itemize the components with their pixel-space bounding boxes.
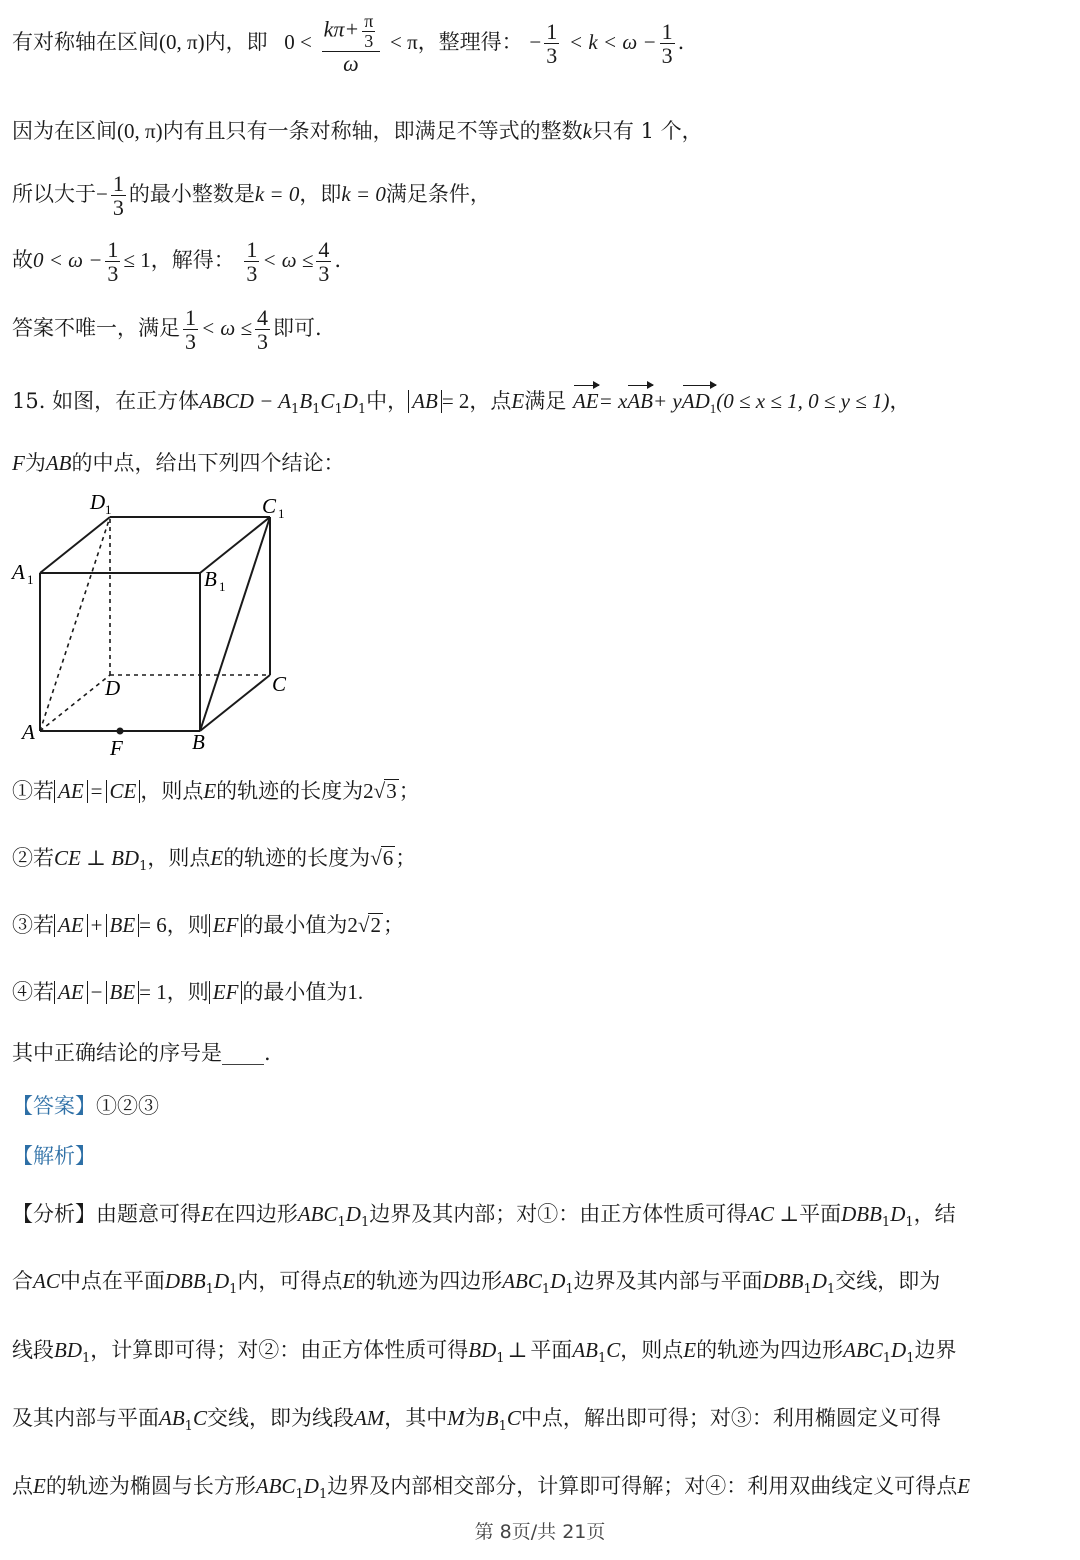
numerator: kπ+ [323,16,360,42]
math: 1. [347,980,364,1004]
text: 边界及内部相交部分，计算即可得解；对④：利用双曲线定义可得点 [327,1474,958,1498]
subscript: 1 [905,1215,914,1230]
math: AC [33,1269,60,1293]
numerator: π [364,11,374,31]
math: k [582,119,592,143]
math: E [683,1338,697,1362]
text: 合 [12,1269,33,1293]
subscript: 1 [139,859,148,874]
label-c1-sub: 1 [278,506,285,521]
interval: (0, π) [117,119,163,143]
text: ，整理得： [417,29,523,54]
fraction [255,306,270,353]
math: − [96,182,108,207]
label-c1: C [262,494,277,518]
math: D [811,1269,827,1293]
text: 中， [366,389,409,413]
abs-ae: AE [54,914,88,937]
math: E [201,1202,214,1226]
text: 平面 [799,1202,842,1226]
math: B [299,389,313,413]
fraction [322,12,381,75]
page-footer: 第 8页/共 21页 [474,1521,606,1543]
label-a1: A [12,560,25,584]
math: = 6 [139,913,167,937]
math: D [550,1269,566,1293]
interval: (0, π) [159,29,205,54]
segment-bc1 [200,517,270,731]
sqrt-value: 6 [382,846,394,870]
math: AB [159,1406,185,1430]
abs-ce: CE [106,780,141,803]
text: 边界 [914,1338,957,1362]
math: = x [598,389,628,413]
text: 因为在区间 [12,119,117,143]
subscript: 1 [541,1282,551,1297]
numerator: 1 [112,171,124,196]
text: 及其内部与平面 [12,1406,159,1430]
math: E [511,389,525,413]
subscript: 1 [312,402,321,417]
sqrt-value: 3 [386,779,397,803]
conclusion-4 [12,979,363,1005]
text: ，计算即可得；对②：由正方体性质可得 [90,1338,469,1362]
text: 中点在平面 [59,1269,165,1293]
solution-line-1 [12,12,684,75]
analysis-tag-line [12,1143,96,1169]
sqrt-sign: √ [373,779,386,803]
analysis-tag: 【解析】 [12,1144,96,1168]
sqrt-value: 2 [370,913,381,937]
text: 内，即 [204,29,268,54]
math: ABC [843,1338,883,1362]
text: 为 [464,1406,486,1430]
solution-line-3 [12,172,491,219]
question-blank [12,1040,271,1066]
text: 其中正确结论的序号是____. [12,1041,271,1065]
subscript: 1 [597,1351,607,1366]
answer-value: ①②③ [96,1094,159,1118]
text: 满足条件， [385,182,491,207]
fraction [183,306,198,353]
subscript: 1 [337,1215,346,1230]
subscript: 1 [881,1215,891,1230]
subscript: 1 [826,1282,836,1297]
math: (0 ≤ x ≤ 1, 0 ≤ y ≤ 1) [716,389,890,413]
text: ，则点 [620,1338,684,1362]
subscript: 1 [360,1215,370,1230]
text: ； [398,779,420,803]
subscript: 1 [906,1351,915,1366]
abs-be: BE [106,914,140,937]
math: D [891,1338,907,1362]
solution-line-5 [12,306,322,353]
math: ≤ 1 [123,248,151,273]
fraction [105,238,120,285]
math: F [12,451,25,475]
math: E [33,1474,46,1498]
abs-ef: EF [209,981,243,1004]
text: . [334,248,342,273]
analysis-line-5 [12,1473,970,1503]
text: 点 [12,1474,33,1498]
math: − [529,29,542,54]
solution-line-2 [12,118,703,144]
text: ，则点 [140,779,204,803]
cube-figure [0,485,320,765]
text: ①若 [12,779,54,803]
edge-b1c1 [200,517,270,573]
subscript: 1 [882,1351,892,1366]
fraction [111,172,126,219]
label-d1: D [90,490,106,514]
denominator: 3 [246,261,258,287]
math: < ω ≤ [201,316,253,341]
math: ABC [502,1269,542,1293]
math: + y [653,389,682,413]
vector-text: AD [681,389,710,413]
math: D [890,1202,906,1226]
text: 满足 [524,389,567,413]
numerator: 4 [257,305,269,330]
math: 2 [363,779,374,803]
abs-ae: AE [54,780,88,803]
math: ABCD − A [199,389,292,413]
math: ABC [255,1474,296,1498]
math: ⊥ [507,1338,528,1362]
abs-be: BE [106,981,140,1004]
answer-tag: 【答案】 [12,1094,96,1118]
vector-ad1 [682,388,717,417]
label-b1: B [204,567,217,591]
text: 中点，解出即可得；对③：利用椭圆定义可得 [520,1406,941,1430]
denominator: 3 [185,329,196,355]
math: M [447,1406,465,1430]
edge-a1d1 [40,517,110,573]
denominator: 3 [318,261,330,287]
label-d: D [105,676,121,700]
text: 线段 [12,1338,54,1362]
text: 的最小值为 [242,980,348,1004]
text: 边界及其内部；对①：由正方体性质可得 [369,1202,748,1226]
vector-ae: AE [572,389,599,413]
subscript: 1 [291,402,300,417]
fraction [244,238,259,285]
text: ； [382,913,404,937]
text: . [677,29,685,54]
label-b: B [192,730,205,754]
label-c: C [272,672,287,696]
text: 内，可得点 [237,1269,343,1293]
math: C [506,1406,521,1430]
math: E [210,846,224,870]
math: + [90,913,103,937]
fraction [362,12,375,51]
text: ，则点 [147,846,211,870]
numerator: 1 [107,237,119,262]
math: = 2 [441,389,470,413]
math: = [90,779,103,803]
text: 即可. [273,316,322,341]
math: D [303,1474,319,1498]
text: 有对称轴在区间 [12,29,159,54]
subscript: 1 [334,402,343,417]
label-a: A [22,720,35,744]
denominator: ω [343,50,359,76]
math: AB [45,451,72,475]
fraction [316,238,331,285]
edge-bc [200,675,270,731]
text: 的轨迹为四边形 [355,1269,503,1293]
subscript: 1 [357,402,367,417]
math: AM [353,1406,385,1430]
text: 为 [24,451,46,475]
denominator: 3 [546,42,558,68]
label-b1-sub: 1 [219,579,226,594]
conclusion-2 [12,845,416,875]
solution-line-4 [12,238,341,285]
abs-ab: AB [408,390,442,413]
text: ④若 [12,980,54,1004]
denominator: 3 [112,195,124,221]
text: 的最小整数是 [128,182,255,207]
math: < π [389,29,418,54]
math: 2 [347,913,358,937]
text: ②若 [12,846,54,870]
subscript: 1 [229,1282,238,1297]
text: 的轨迹为四边形 [696,1338,844,1362]
analysis-line-3 [12,1337,957,1367]
subscript: 1 [184,1419,193,1434]
text: 的轨迹为椭圆与长方形 [45,1474,256,1498]
subscript: 1 [803,1282,812,1297]
label-f: F [110,736,123,760]
math: AB [572,1338,598,1362]
fraction [660,20,675,67]
text: 的最小值为 [242,913,348,937]
label-d1-sub: 1 [105,502,112,517]
math: AC ⊥ [747,1202,800,1226]
analysis-line-2 [12,1268,940,1298]
subscript: 1 [498,1419,507,1434]
subscript: 1 [82,1351,91,1366]
math: − [90,980,103,1004]
abs-ef: EF [209,914,243,937]
conclusion-3 [12,912,404,938]
denominator: 3 [107,261,119,287]
text: 在四边形 [213,1202,298,1226]
text: 交线，即为 [835,1269,941,1293]
math: E [957,1474,971,1498]
subscript: 1 [565,1282,574,1297]
answer-line [12,1093,159,1119]
math: 0 < ω − [33,248,103,273]
question-number: 15. 如图，在正方体 [12,389,200,413]
subscript: 1 [295,1487,304,1502]
math: k = 0 [254,182,300,207]
math: < ω ≤ [262,248,314,273]
question-15-stem-2 [12,450,344,476]
analysis-line-4 [12,1405,941,1435]
subscript: 1 [496,1351,505,1366]
math: DBB [762,1269,804,1293]
text: 答案不唯一，满足 [12,316,180,341]
numerator: 1 [185,305,196,330]
math: D [213,1269,230,1293]
text: ，点 [469,389,512,413]
math: BD [468,1338,497,1362]
math: k = 0 [341,182,386,207]
math: C [320,389,335,413]
text: 内有且只有一条对称轴，即满足不等式的整数 [162,119,583,143]
text: 的中点，给出下列四个结论： [71,451,345,475]
text: ，其中 [384,1406,448,1430]
math: DBB [841,1202,882,1226]
numerator: 1 [246,237,258,262]
denominator: 3 [661,42,673,68]
math: E [342,1269,356,1293]
math: C [192,1406,207,1430]
abs-ae: AE [54,981,88,1004]
text: 的轨迹的长度为 [216,779,364,803]
denominator: 3 [364,30,374,51]
text: ； [395,846,417,870]
math: C [606,1338,621,1362]
text: 边界及其内部与平面 [573,1269,763,1293]
text: ，则 [166,913,209,937]
subscript: 1 [205,1282,214,1297]
math: < k < ω − [568,29,657,54]
sqrt-sign: √ [357,913,370,937]
text: 【分析】由题意可得 [12,1202,201,1226]
math: 0 < [284,29,312,54]
math: ABC [297,1202,338,1226]
denominator: 3 [257,329,269,355]
text: ，即 [299,182,342,207]
numerator: 1 [661,18,673,44]
math: D [345,1202,361,1226]
edge-ad [40,675,110,731]
subscript: 1 [709,401,717,416]
analysis-line-1 [12,1201,956,1231]
math: = 1 [139,980,167,1004]
vector-ab: AB [627,389,653,413]
numerator: 4 [318,237,330,262]
point-f [117,728,124,735]
text: ③若 [12,913,54,937]
subscript: 1 [318,1487,328,1502]
math: DBB [164,1269,206,1293]
fraction [544,20,559,67]
math: D [342,389,358,413]
math: B [485,1406,499,1430]
text: ，结 [913,1202,956,1226]
numerator: 1 [546,18,558,44]
text: ， [889,389,911,413]
text: 只有 1 个， [591,119,703,143]
math: BD [54,1338,82,1362]
text: 平面 [530,1338,573,1362]
text: 交线，即为线段 [206,1406,354,1430]
conclusion-1 [12,778,420,804]
segment-ad1 [40,517,110,731]
question-15-stem [12,388,910,418]
text: ，则 [166,980,209,1004]
text: 的轨迹的长度为 [223,846,371,870]
math: E [203,779,217,803]
text: 故 [12,248,33,273]
math: CE ⊥ BD [54,846,140,870]
sqrt-sign: √ [370,846,382,870]
label-a1-sub: 1 [27,572,34,587]
text: ，解得： [150,248,235,273]
text: 所以大于 [12,182,96,207]
